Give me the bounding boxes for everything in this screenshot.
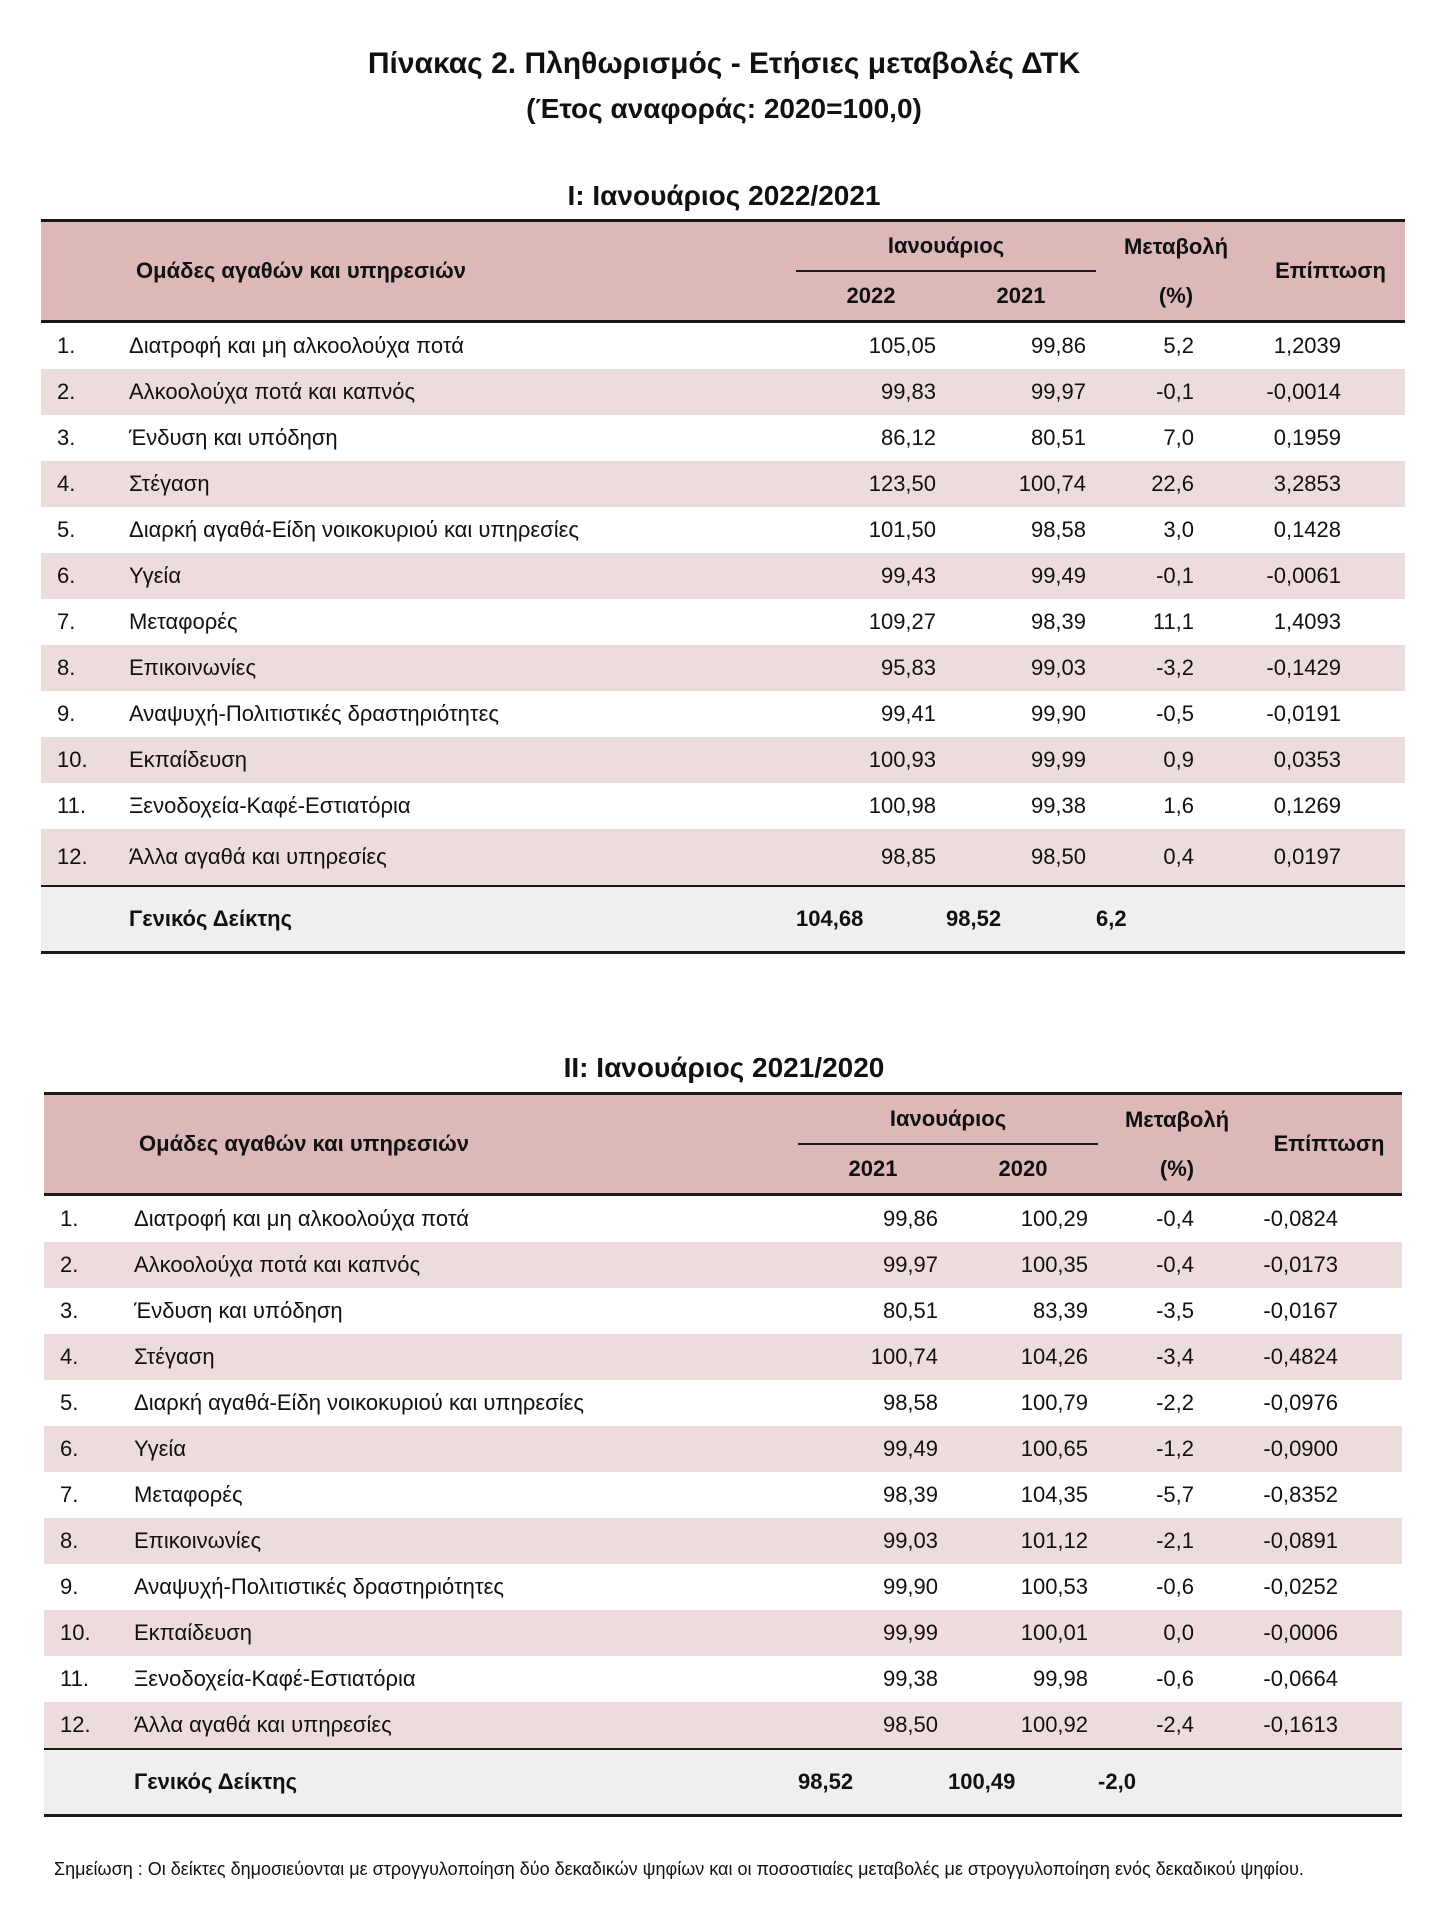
header-month: Ιανουάριος [796,221,1096,272]
row-impact: 0,0353 [1256,737,1405,783]
table-row [44,1288,1402,1334]
row-impact: 1,4093 [1273,609,1342,634]
row-number: 1. [60,1206,79,1231]
table-row [41,507,1405,553]
row-number: 6. [41,553,123,599]
row-value-current: 99,97 [798,1242,948,1288]
row-impact: -0,0061 [1256,553,1405,599]
document-title: Πίνακας 2. Πληθωρισμός - Ετήσιες μεταβολές ΔΤΚ [367,47,1081,80]
row-number: 9. [60,1574,79,1599]
row-number: 4. [41,461,123,507]
row-change: 7,0 [1163,425,1195,450]
row-change: 0,9 [1096,737,1256,783]
row-value-previous: 99,86 [1030,333,1087,358]
row-number: 11. [60,1666,89,1691]
row-change: -3,2 [1096,645,1256,691]
row-number: 10. [44,1610,128,1656]
row-impact: -0,0167 [1263,1298,1339,1323]
row-impact: -0,0014 [1256,369,1405,415]
row-impact: -0,0252 [1263,1574,1339,1599]
row-value-previous: 99,38 [1030,793,1087,818]
row-value-previous: 98,58 [1030,517,1087,542]
header-year-current: 2022 [796,271,946,322]
row-change: -2,2 [1156,1390,1195,1415]
row-value-current: 86,12 [880,425,937,450]
row-impact: -0,1613 [1256,1702,1402,1749]
row-value-previous: 80,51 [1030,425,1087,450]
total-change: -2,0 [1098,1749,1256,1816]
row-change: -5,7 [1156,1482,1195,1507]
table-row [44,1472,1402,1518]
row-group-name: Αναψυχή-Πολιτιστικές δραστηριότητες [134,1574,505,1599]
row-value-previous: 83,39 [1032,1298,1089,1323]
row-number: 10. [41,737,123,783]
header-change: Μεταβολή [1096,221,1256,272]
total-row [44,1749,1402,1816]
row-change: -2,1 [1098,1518,1256,1564]
row-group-name: Στέγαση [123,461,796,507]
row-value-current: 98,58 [882,1390,939,1415]
row-change: 11,1 [1152,609,1195,634]
row-value-previous: 99,49 [946,553,1096,599]
table-row [41,599,1405,645]
row-value-previous: 100,79 [1020,1390,1089,1415]
row-value-previous: 99,03 [946,645,1096,691]
header-change: Μεταβολή [1098,1094,1256,1145]
row-value-current: 100,74 [798,1334,948,1380]
row-change: 1,6 [1163,793,1195,818]
row-number: 3. [57,425,76,450]
total-label: Γενικός Δείκτης [128,1749,798,1816]
row-value-current: 98,39 [882,1482,939,1507]
row-value-previous: 100,92 [948,1702,1098,1749]
cpi-table-2021-2020 [44,1092,1402,1817]
row-value-current: 98,85 [796,829,946,886]
table-row [44,1334,1402,1380]
row-group-name: Αλκοολούχα ποτά και καπνός [123,369,796,415]
row-impact: -0,0664 [1263,1666,1339,1691]
row-value-current: 98,50 [798,1702,948,1749]
row-impact: -0,8352 [1263,1482,1339,1507]
row-value-current: 80,51 [882,1298,939,1323]
row-group-name: Ένδυση και υπόδηση [129,425,338,450]
table-row [41,461,1405,507]
row-value-current: 99,41 [880,701,937,726]
row-number: 1. [57,333,76,358]
table-row [41,737,1405,783]
row-value-current: 99,03 [798,1518,948,1564]
row-impact: -0,1429 [1256,645,1405,691]
total-value-previous: 98,52 [946,886,1096,953]
header-month: Ιανουάριος [798,1094,1098,1145]
row-impact: 0,1428 [1273,517,1342,542]
row-group-name: Μεταφορές [129,609,238,634]
row-value-previous: 100,35 [948,1242,1098,1288]
table-row [41,322,1405,370]
total-value-current: 104,68 [796,886,946,953]
header-year-previous: 2021 [946,271,1096,322]
row-value-current: 109,27 [868,609,937,634]
row-value-current: 101,50 [868,517,937,542]
row-impact: 0,1959 [1273,425,1342,450]
header-goods-groups: Ομάδες αγαθών και υπηρεσιών [41,221,796,322]
header-change-unit: (%) [1098,1144,1256,1195]
row-value-current: 99,99 [798,1610,948,1656]
row-value-previous: 100,01 [948,1610,1098,1656]
row-change: 22,6 [1096,461,1256,507]
row-group-name: Ξενοδοχεία-Καφέ-Εστιατόρια [129,793,411,818]
row-value-previous: 98,39 [1030,609,1087,634]
row-number: 9. [57,701,76,726]
row-change: -0,4 [1098,1242,1256,1288]
row-value-current: 105,05 [868,333,937,358]
row-impact: -0,0824 [1263,1206,1339,1231]
table-row [44,1656,1402,1702]
row-impact: 3,2853 [1256,461,1405,507]
table-row [41,829,1405,886]
header-year-current: 2021 [798,1144,948,1195]
row-value-previous: 104,35 [1020,1482,1089,1507]
total-value-current: 98,52 [798,1749,948,1816]
table-row [44,1702,1402,1749]
table-row [41,553,1405,599]
row-number: 12. [44,1702,128,1749]
row-impact: -0,0900 [1256,1426,1402,1472]
total-value-previous: 100,49 [948,1749,1098,1816]
row-change: -1,2 [1098,1426,1256,1472]
table-row [41,415,1405,461]
row-group-name: Διατροφή και μη αλκοολούχα ποτά [129,333,464,358]
row-value-current: 100,98 [868,793,937,818]
row-group-name: Μεταφορές [134,1482,243,1507]
total-impact [1256,886,1405,953]
row-impact: 0,1269 [1273,793,1342,818]
row-number: 5. [60,1390,79,1415]
row-group-name: Αναψυχή-Πολιτιστικές δραστηριότητες [129,701,500,726]
document-subtitle: (Έτος αναφοράς: 2020=100,0) [526,93,922,124]
row-number: 11. [57,793,86,818]
row-value-current: 123,50 [796,461,946,507]
row-group-name: Άλλα αγαθά και υπηρεσίες [128,1702,798,1749]
row-value-previous: 98,50 [946,829,1096,886]
row-group-name: Ξενοδοχεία-Καφέ-Εστιατόρια [134,1666,416,1691]
row-group-name: Στέγαση [128,1334,798,1380]
total-label: Γενικός Δείκτης [123,886,796,953]
header-change-unit: (%) [1096,271,1256,322]
row-change: -0,6 [1156,1574,1195,1599]
row-change: -0,4 [1156,1206,1195,1231]
row-group-name: Εκπαίδευση [128,1610,798,1656]
row-value-current: 100,93 [796,737,946,783]
table-row [44,1195,1402,1243]
row-change: 3,0 [1163,517,1195,542]
header-impact: Επίπτωση [1256,1094,1402,1195]
row-group-name: Εκπαίδευση [123,737,796,783]
table-row [41,783,1405,829]
row-value-current: 99,43 [796,553,946,599]
total-row [41,886,1405,953]
row-group-name: Διαρκή αγαθά-Είδη νοικοκυριού και υπηρεσίες [134,1390,585,1415]
row-number: 12. [41,829,123,886]
row-impact: -0,0006 [1256,1610,1402,1656]
row-change: 0,4 [1096,829,1256,886]
row-change: 0,0 [1098,1610,1256,1656]
row-number: 8. [44,1518,128,1564]
row-value-previous: 101,12 [948,1518,1098,1564]
row-group-name: Διαρκή αγαθά-Είδη νοικοκυριού και υπηρεσίες [129,517,580,542]
row-value-current: 99,38 [882,1666,939,1691]
row-change: -3,5 [1156,1298,1195,1323]
cpi-table-2022-2021 [41,219,1405,954]
table-row [44,1380,1402,1426]
row-group-name: Επικοινωνίες [123,645,796,691]
row-number: 7. [57,609,76,634]
row-value-current: 99,83 [796,369,946,415]
row-value-previous: 100,74 [946,461,1096,507]
row-change: -0,6 [1156,1666,1195,1691]
row-value-previous: 100,29 [1020,1206,1089,1231]
table-row [44,1518,1402,1564]
row-value-previous: 99,98 [1032,1666,1089,1691]
table-row [41,645,1405,691]
row-impact: -0,0173 [1256,1242,1402,1288]
header-goods-groups: Ομάδες αγαθών και υπηρεσιών [44,1094,798,1195]
row-value-current: 99,49 [798,1426,948,1472]
row-change: -0,5 [1156,701,1195,726]
row-number: 8. [41,645,123,691]
row-group-name: Αλκοολούχα ποτά και καπνός [128,1242,798,1288]
row-group-name: Άλλα αγαθά και υπηρεσίες [123,829,796,886]
row-number: 3. [60,1298,79,1323]
row-value-previous: 99,99 [946,737,1096,783]
row-value-previous: 100,65 [948,1426,1098,1472]
row-impact: -0,0976 [1263,1390,1339,1415]
row-impact: 1,2039 [1273,333,1342,358]
table-row [41,691,1405,737]
table-row [44,1610,1402,1656]
total-change: 6,2 [1096,886,1256,953]
row-change: 5,2 [1163,333,1195,358]
header-impact: Επίπτωση [1256,221,1405,322]
row-number: 2. [44,1242,128,1288]
table-row [44,1242,1402,1288]
row-number: 2. [41,369,123,415]
row-number: 4. [44,1334,128,1380]
row-number: 6. [44,1426,128,1472]
row-number: 5. [57,517,76,542]
total-impact [1256,1749,1402,1816]
table-row [44,1564,1402,1610]
row-change: -0,1 [1096,369,1256,415]
row-group-name: Υγεία [123,553,796,599]
table-row [41,369,1405,415]
row-value-previous: 99,90 [1030,701,1087,726]
row-group-name: Επικοινωνίες [128,1518,798,1564]
row-value-current: 95,83 [796,645,946,691]
row-impact: -0,0891 [1256,1518,1402,1564]
row-change: -3,4 [1098,1334,1256,1380]
footnote: Σημείωση : Οι δείκτες δημοσιεύονται με στρογγυλοποίηση δύο δεκαδικών ψηφίων και οι ποσοστιαίες μεταβολές με στρογγυλοποίηση ενός δεκαδικού ψηφίου. [54,1859,1304,1879]
row-impact: 0,0197 [1256,829,1405,886]
table-row [44,1426,1402,1472]
row-value-previous: 99,97 [946,369,1096,415]
row-impact: -0,4824 [1256,1334,1402,1380]
header-year-previous: 2020 [948,1144,1098,1195]
table-1-title: I: Ιανουάριος 2022/2021 [567,180,881,211]
table-2-title: II: Ιανουάριος 2021/2020 [563,1052,885,1083]
row-change: -0,1 [1096,553,1256,599]
row-impact: -0,0191 [1266,701,1342,726]
row-group-name: Υγεία [128,1426,798,1472]
row-value-current: 99,86 [882,1206,939,1231]
row-group-name: Διατροφή και μη αλκοολούχα ποτά [134,1206,469,1231]
row-value-previous: 104,26 [948,1334,1098,1380]
row-value-current: 99,90 [882,1574,939,1599]
row-number: 7. [60,1482,79,1507]
row-group-name: Ένδυση και υπόδηση [134,1298,343,1323]
row-change: -2,4 [1098,1702,1256,1749]
row-value-previous: 100,53 [1020,1574,1089,1599]
